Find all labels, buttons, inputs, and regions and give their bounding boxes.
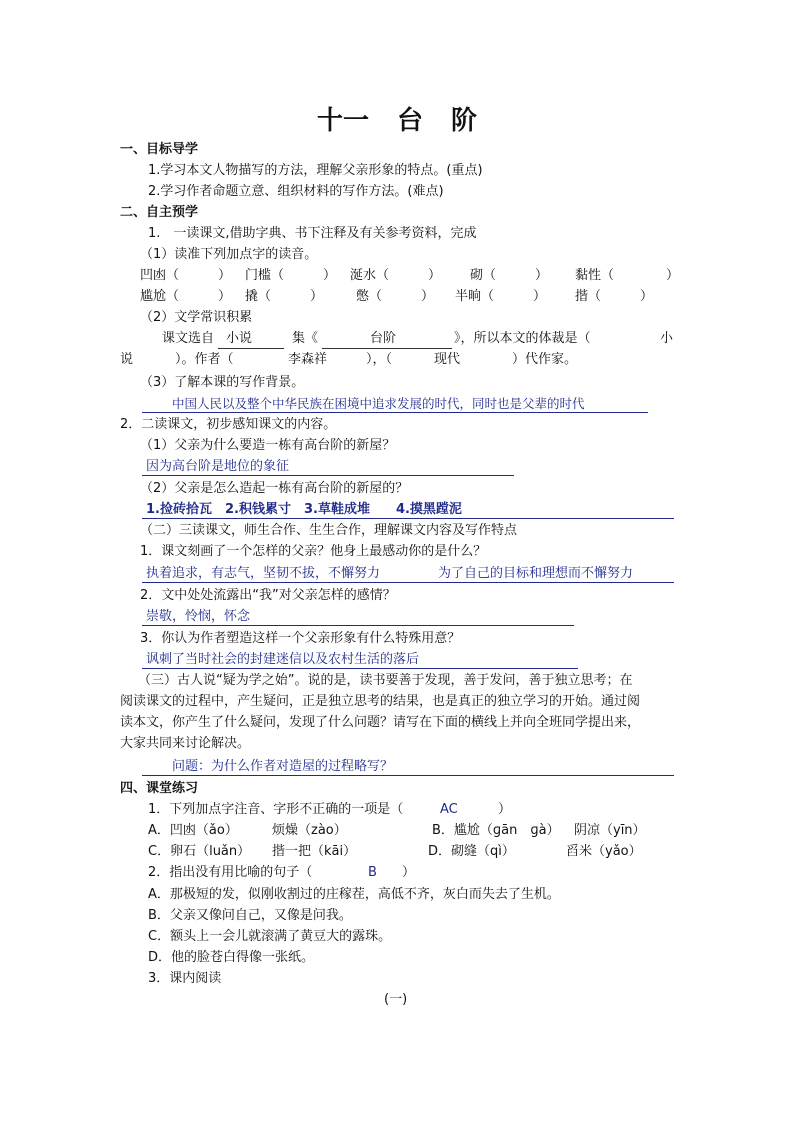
lit-answer: 小说 — [226, 331, 253, 346]
pinyin-item: 撬（ ） — [245, 289, 324, 304]
answer-line — [142, 518, 674, 519]
option: D．砌缝（qì） — [428, 844, 515, 859]
pinyin-item: 凹凼（ ） — [140, 268, 232, 283]
section-heading: （二）三读课文，师生合作、生生合作，理解课文内容及写作特点 — [140, 523, 518, 538]
answer: 1.捡砖拾瓦 2.积钱累寸 3.草鞋成堆 4.摸黑蹚泥 — [146, 502, 462, 517]
option: 舀米（yǎo） — [566, 844, 642, 859]
paragraph-line: 阅读课文的过程中，产生疑问，正是独立思考的结果，也是真正的独立学习的开始。通过阅 — [120, 694, 641, 709]
option: 揩一把（kāi） — [272, 844, 357, 859]
pinyin-item: 憋（ ） — [356, 289, 435, 304]
option: A．凹凼（ǎo） — [148, 823, 238, 838]
answer: 讽刺了当时社会的封建迷信以及农村生活的落后 — [146, 652, 420, 667]
option: B．父亲又像问自己，又像是问我。 — [148, 908, 352, 923]
paragraph-line: 大家共同来讨论解决。 — [120, 736, 251, 751]
lit-answer: 台阶 — [370, 331, 397, 346]
section-heading: 2．二读课文，初步感知课文的内容。 — [120, 417, 337, 432]
answer: AC — [440, 802, 458, 817]
answer: 因为高台阶是地位的象征 — [146, 459, 290, 474]
pinyin-item: 半晌（ ） — [455, 289, 547, 304]
lit-text: 说 — [120, 352, 134, 367]
option: 阴凉（yīn） — [574, 823, 646, 838]
instruction: 1. 一读课文,借助字典、书下注释及有关参考资料，完成 — [148, 226, 477, 241]
pinyin-item: 门槛（ ） — [245, 268, 337, 283]
question: （2）文学常识积累 — [140, 310, 253, 325]
answer-line — [142, 668, 578, 669]
question: （2）父亲是怎么造起一栋有高台阶的新屋的？ — [140, 481, 409, 496]
question: （1）父亲为什么要造一栋有高台阶的新屋？ — [140, 438, 396, 453]
blank-line — [322, 348, 452, 349]
answer: 问题：为什么作者对造屋的过程略写？ — [172, 759, 394, 774]
option: C．额头上一会儿就滚满了黄豆大的露珠。 — [148, 929, 392, 944]
question: 1．下列加点字注音、字形不正确的一项是（ — [148, 802, 404, 817]
pinyin-item: 涎水（ ） — [350, 268, 442, 283]
lit-text: 课文选自 — [162, 331, 215, 346]
subsection-label: (一) — [384, 992, 408, 1007]
blank-line — [218, 348, 284, 349]
question: ） — [402, 865, 416, 880]
goal-item: 1.学习本文人物描写的方法，理解父亲形象的特点。(重点) — [148, 163, 483, 178]
answer-line — [142, 475, 514, 476]
lit-answer: 李森祥 — [288, 352, 328, 367]
paragraph-line: （三）古人说“疑为学之始”。说的是，读书要善于发现，善于发问，善于独立思考；在 — [138, 673, 633, 688]
option: B．尴尬（ɡān ɡà） — [432, 823, 560, 838]
pinyin-item: 尴尬（ ） — [140, 289, 232, 304]
answer-line — [142, 775, 674, 776]
question: 2．指出没有用比喻的句子（ — [148, 865, 313, 880]
answer: B — [368, 865, 377, 880]
question: （1）读准下列加点字的读音。 — [140, 247, 318, 262]
answer-line — [142, 412, 648, 413]
option: D．他的脸苍白得像一张纸。 — [148, 950, 315, 965]
lit-text: ），（ — [366, 352, 393, 367]
goal-item: 2.学习作者命题立意、组织材料的写作方法。(难点) — [148, 184, 444, 199]
lit-text: 》，所以本文的体裁是（ — [454, 331, 591, 346]
answer: 执着追求，有志气，坚韧不拔，不懈努力 — [146, 566, 381, 581]
option: C．卵石（luǎn） — [148, 844, 251, 859]
pinyin-item: 黏性（ ） — [575, 268, 680, 283]
question: 2．文中处处流露出“我”对父亲怎样的感情？ — [140, 588, 396, 603]
question: （3）了解本课的写作背景。 — [140, 375, 305, 390]
answer: 中国人民以及整个中华民族在困境中追求发展的时代，同时也是父辈的时代 — [172, 396, 585, 411]
pinyin-item: 砌（ ） — [470, 268, 549, 283]
answer: 为了自己的目标和理想而不懈努力 — [438, 566, 634, 581]
section-heading: 二、自主预学 — [120, 205, 199, 220]
section-heading: 一、目标导学 — [120, 142, 199, 157]
option: 烦燥（zào） — [272, 823, 347, 838]
page-title: 十一 台 阶 — [316, 106, 478, 136]
question: 3．你认为作者塑造这样一个父亲形象有什么特殊用意？ — [140, 631, 461, 646]
lit-text: 集《 — [292, 331, 319, 346]
section-heading: 四、课堂练习 — [120, 781, 199, 796]
lit-text: ）。作者（ — [175, 352, 234, 367]
pinyin-item: 揩（ ） — [575, 289, 654, 304]
question: ） — [498, 802, 512, 817]
option: A．那极短的发，似刚收割过的庄稼茬，高低不齐，灰白而失去了生机。 — [148, 887, 560, 902]
answer-line — [142, 582, 674, 583]
question: 3．课内阅读 — [148, 971, 222, 986]
answer-line — [142, 625, 574, 626]
lit-answer: 现代 — [434, 352, 461, 367]
paragraph-line: 读本文，你产生了什么疑问，发现了什么问题？请写在下面的横线上并向全班同学提出来， — [120, 715, 641, 730]
answer: 崇敬，怜悯，怀念 — [146, 609, 251, 624]
lit-answer: 小 — [660, 331, 674, 346]
lit-text: ）代作家。 — [512, 352, 578, 367]
question: 1．课文刻画了一个怎样的父亲？他身上最感动你的是什么？ — [140, 544, 487, 559]
